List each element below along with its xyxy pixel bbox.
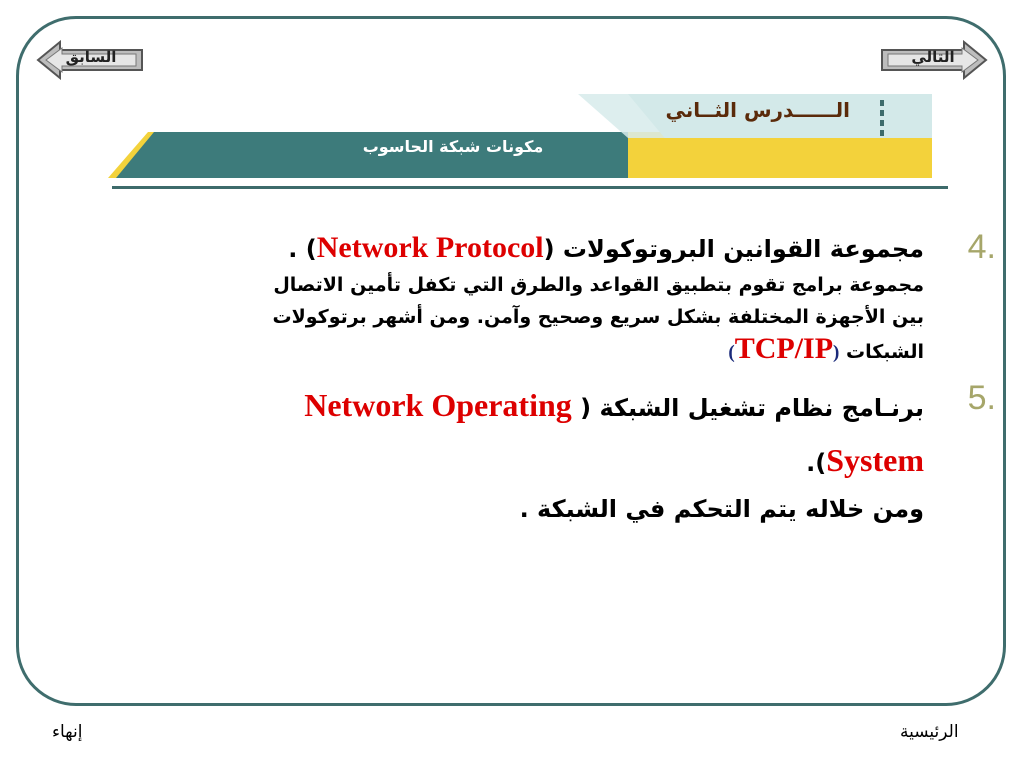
item-number: 4. [967, 228, 996, 266]
item-body-line [36, 333, 924, 369]
next-button[interactable] [878, 40, 988, 80]
lesson-title: الــــــدرس الثــاني [665, 98, 850, 122]
heading-text-ar: برنـامج نظام تشغيل الشبكة [599, 394, 924, 422]
body-text-en: TCP/IP [734, 332, 834, 365]
content-list [36, 228, 996, 529]
body-text-ar: الشبكات [845, 341, 924, 363]
heading-text-en: Network Protocol [316, 231, 544, 264]
list-item [36, 379, 996, 529]
previous-label: السابق [65, 48, 117, 66]
item-heading [36, 228, 924, 269]
item-body-line: مجموعة برامج تقوم بتطبيق القواعد والطرق التي تكفل تأمين الاتصال [273, 274, 924, 296]
body-paren-open: ( [833, 342, 840, 363]
heading-tail: . [806, 449, 816, 477]
heading-text-ar: مجموعة القوانين البروتوكولات [562, 235, 924, 263]
heading-paren-open: ( [543, 235, 555, 263]
lesson-banner [108, 92, 932, 182]
item-number: 5. [967, 379, 996, 417]
banner-divider [112, 186, 948, 189]
end-link[interactable]: إنهاء [52, 722, 83, 742]
heading-text-en: Network Operating [304, 387, 572, 423]
heading-text-en: System [826, 442, 924, 478]
item-heading-continued [36, 434, 924, 489]
heading-paren-close: ) [815, 449, 827, 477]
item-body-line: ومن خلاله يتم التحكم في الشبكة . [519, 495, 924, 523]
heading-paren-close: ) [305, 235, 317, 263]
home-link[interactable]: الرئيسية [900, 722, 959, 742]
previous-button[interactable] [36, 40, 146, 80]
item-heading [36, 379, 924, 434]
body-paren-close: ) [728, 342, 735, 363]
item-body-line: بين الأجهزة المختلفة بشكل سريع وصحيح وآمن. ومن أشهر برتوكولات [272, 306, 924, 328]
list-item [36, 228, 996, 369]
next-label: التالي [911, 48, 955, 66]
heading-tail: . [288, 235, 298, 263]
lesson-topic: مكونات شبكة الحاسوب [362, 137, 544, 156]
heading-paren-open: ( [580, 394, 592, 422]
